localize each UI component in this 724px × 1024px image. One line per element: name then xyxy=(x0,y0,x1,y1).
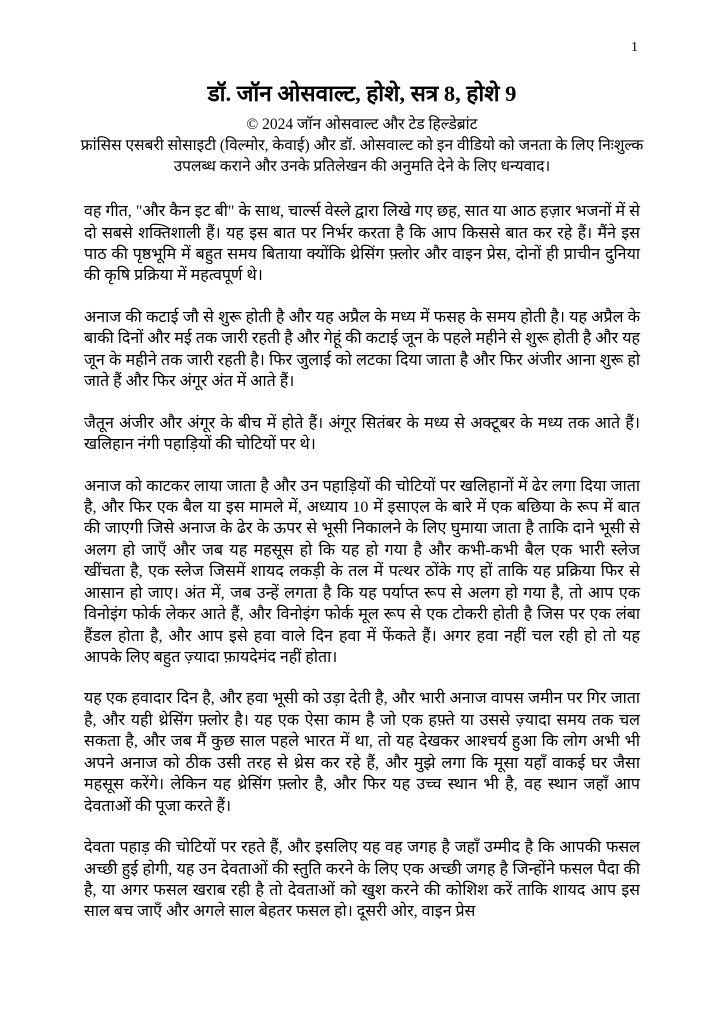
paragraph-6: देवता पहाड़ की चोटियों पर रहते हैं, और इसलिए यह वह जगह है जहाँ उम्मीद है कि आपकी फसल अच्छी हुई होगी, यह उन देवताओं की स्तुति करने के लिए एक अच्छी जगह है जिन्होंने फसल पैदा की है, या अगर फसल खराब रही है तो देवताओं को खुश करने की कोशिश करें ताकि शायद आप इस साल बच जाएँ और अगले साल बेहतर फसल हो। दूसरी ओर, वाइन प्रेस xyxy=(84,839,640,921)
page-number: 1 xyxy=(631,40,638,55)
paragraph-5: यह एक हवादार दिन है, और हवा भूसी को उड़ा देती है, और भारी अनाज वापस जमीन पर गिर जाता है, और यही थ्रेसिंग फ़्लोर है। यह एक ऐसा काम है जो एक हफ़्ते या उससे ज़्यादा समय तक चल सकता है, और जब मैं कुछ साल पहले भारत में था, तो यह देखकर आश्चर्य हुआ कि लोग अभी भी अपने अनाज को ठीक उसी तरह से थ्रेस कर रहे हैं, और मुझे लगा कि मूसा यहाँ वाकई घर जैसा महसूस करेंगे। लेकिन यह थ्रेसिंग फ़्लोर है, और फिर यह उच्च स्थान भी है, वह स्थान जहाँ आप देवताओं की पूजा करते हैं। xyxy=(84,690,640,815)
page-title: डॉ. जॉन ओसवाल्ट, होशे, सत्र 8, होशे 9 xyxy=(207,81,517,106)
paragraph-4: अनाज को काटकर लाया जाता है और उन पहाड़ियों की चोटियों पर खलिहानों में ढेर लगा दिया जाता है, और फिर एक बैल या इस मामले में, अध्याय 10 में इसाएल के बारे में एक बछिया के रूप में बात की जाएगी जिसे अनाज के ढेर के ऊपर से भूसी निकालने के लिए घुमाया जाता है ताकि दाने भूसी से अलग हो जाएँ और जब यह महसूस हो कि यह हो गया है और कभी-कभी बैल एक भारी स्लेज खींचता है, एक स्लेज जिसमें शायद लकड़ी के तल में पत्थर ठोंके गए हों ताकि यह प्रक्रिया फिर से आसान हो जाए। अंत में, जब उन्हें लगता है कि यह पर्याप्त रूप से अलग हो गया है, तो आप एक विनोइंग फोर्क लेकर आते हैं, और विनोइंग फोर्क मूल रूप से एक टोकरी होती है जिस पर एक लंबा हैंडल होता है, और आप इसे हवा वाले दिन हवा में फेंकते हैं। अगर हवा नहीं चल रही हो तो यह आपके लिए बहुत ज़्यादा फ़ायदेमंद नहीं होता। xyxy=(84,477,640,667)
paragraph-3: जैतून अंजीर और अंगूर के बीच में होते हैं। अंगूर सितंबर के मध्य से अक्टूबर के मध्य तक आते हैं। खलिहान नंगी पहाड़ियों की चोटियों पर थे। xyxy=(84,414,640,454)
document-body xyxy=(84,201,640,923)
paragraph-1: वह गीत, "और कैन इट बी" के साथ, चार्ल्स वेस्ले द्वारा लिखे गए छह, सात या आठ हज़ार भजनों में से दो सबसे शक्तिशाली हैं। यह इस बात पर निर्भर करता है कि आप किससे बात कर रहे हैं। मैंने इस पाठ की पृष्ठभूमि में बहुत समय बिताया क्योंकि थ्रेसिंग फ़्लोर और वाइन प्रेस, दोनों ही प्राचीन दुनिया की कृषि प्रक्रिया में महत्वपूर्ण थे। xyxy=(84,203,640,285)
copyright-line: © 2024 जॉन ओसवाल्ट और टेड हिल्डेब्रांट xyxy=(246,116,478,134)
paragraph-2: अनाज की कटाई जौ से शुरू होती है और यह अप्रैल के मध्य में फसह के समय होती है। यह अप्रैल के बाकी दिनों और मई तक जारी रहती है और गेहूं की कटाई जून के पहले महीने से शुरू होती है और यह जून के महीने तक जारी रहती है। फिर जुलाई को लटका दिया जाता है और फिर अंजीर आना शुरू हो जाते हैं और फिर अंगूर अंत में आते हैं। xyxy=(84,308,640,391)
acknowledgement-text: फ्रांसिस एसबरी सोसाइटी (विल्मोर, केवाई) और डॉ. ओसवाल्ट को इन वीडियो को जनता के लिए निःशुल्क उपलब्ध कराने और उनके प्रतिलेखन की अनुमति देने के लिए धन्यवाद। xyxy=(80,137,644,175)
